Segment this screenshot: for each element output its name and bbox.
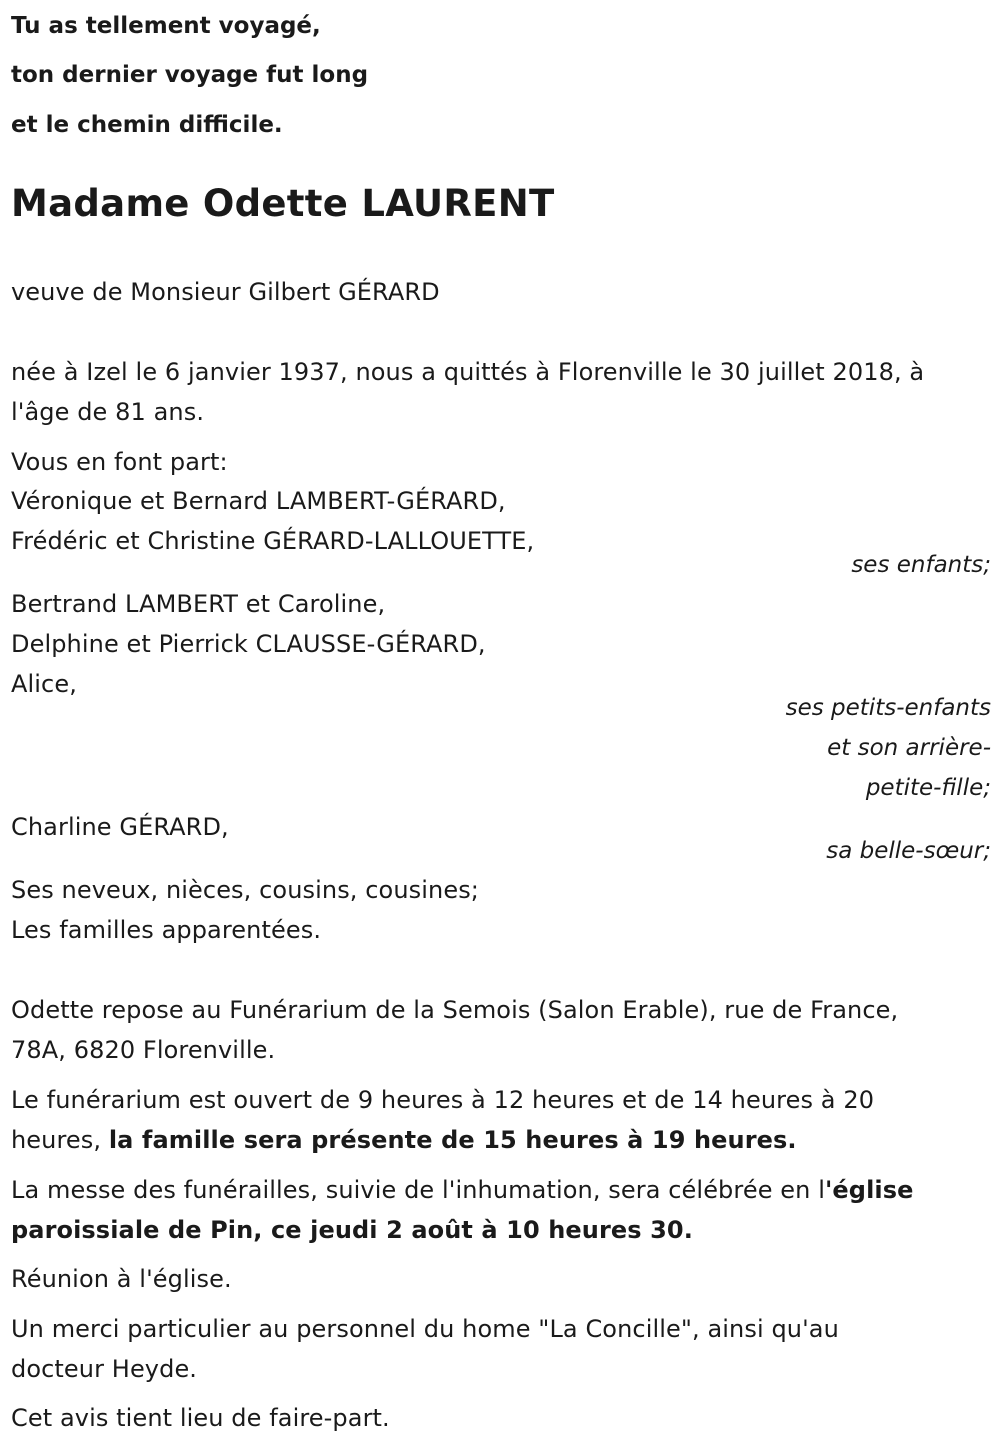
- grandchildren-relation-line: et son arrière-: [827, 735, 991, 761]
- deceased-name: Madame Odette LAURENT: [11, 182, 555, 225]
- funeral-mass-plain: La messe des funérailles, suivie de l'inhumation, sera célébrée en l: [11, 1176, 825, 1204]
- grandchild-line: Bertrand LAMBERT et Caroline,: [11, 590, 386, 618]
- rest-location-line-1: Odette repose au Funérarium de la Semois (Salon Erable), rue de France,: [11, 996, 899, 1024]
- rest-location-line-2: 78A, 6820 Florenville.: [11, 1036, 276, 1064]
- grandchild-line: Alice,: [11, 670, 77, 698]
- birth-death-line-2: l'âge de 81 ans.: [11, 398, 205, 426]
- poem-line-2: ton dernier voyage fut long: [11, 62, 369, 88]
- sister-in-law-relation: sa belle-sœur;: [826, 838, 991, 864]
- meeting-line: Réunion à l'église.: [11, 1265, 232, 1293]
- funeral-mass-bold: paroissiale de Pin, ce jeudi 2 août à 10 heures 30.: [11, 1216, 693, 1244]
- sister-in-law-line: Charline GÉRARD,: [11, 813, 229, 841]
- child-line: Véronique et Bernard LAMBERT-GÉRARD,: [11, 487, 506, 515]
- opening-hours-line-1: Le funérarium est ouvert de 9 heures à 12 heures et de 14 heures à 20: [11, 1086, 875, 1114]
- birth-death-line-1: née à Izel le 6 janvier 1937, nous a quittés à Florenville le 30 juillet 2018, à: [11, 358, 925, 386]
- grandchildren-relation-line: ses petits-enfants: [785, 695, 991, 721]
- notice-line: Cet avis tient lieu de faire-part.: [11, 1404, 390, 1432]
- opening-hours-line-2: [11, 1125, 797, 1155]
- grandchildren-relation-line: petite-fille;: [865, 775, 991, 801]
- thanks-line-2: docteur Heyde.: [11, 1355, 198, 1383]
- funeral-mass-bold-start: 'église: [824, 1176, 914, 1204]
- funeral-mass-line-2: [11, 1215, 693, 1245]
- child-line: Frédéric et Christine GÉRARD-LALLOUETTE,: [11, 527, 535, 555]
- children-relation: ses enfants;: [851, 552, 991, 578]
- thanks-line-1: Un merci particulier au personnel du home "La Concille", ainsi qu'au: [11, 1315, 839, 1343]
- extended-family-line: Ses neveux, nièces, cousins, cousines;: [11, 876, 479, 904]
- poem-line-1: Tu as tellement voyagé,: [11, 13, 321, 39]
- poem-line-3: et le chemin difficile.: [11, 112, 283, 138]
- funeral-mass-line-1: [11, 1175, 914, 1205]
- widow-line: veuve de Monsieur Gilbert GÉRARD: [11, 278, 440, 306]
- family-presence-hours: la famille sera présente de 15 heures à 19 heures.: [108, 1126, 797, 1154]
- extended-family-line: Les familles apparentées.: [11, 916, 322, 944]
- opening-hours-plain: heures,: [11, 1126, 109, 1154]
- announcement-intro: Vous en font part:: [11, 448, 228, 476]
- grandchild-line: Delphine et Pierrick CLAUSSE-GÉRARD,: [11, 630, 486, 658]
